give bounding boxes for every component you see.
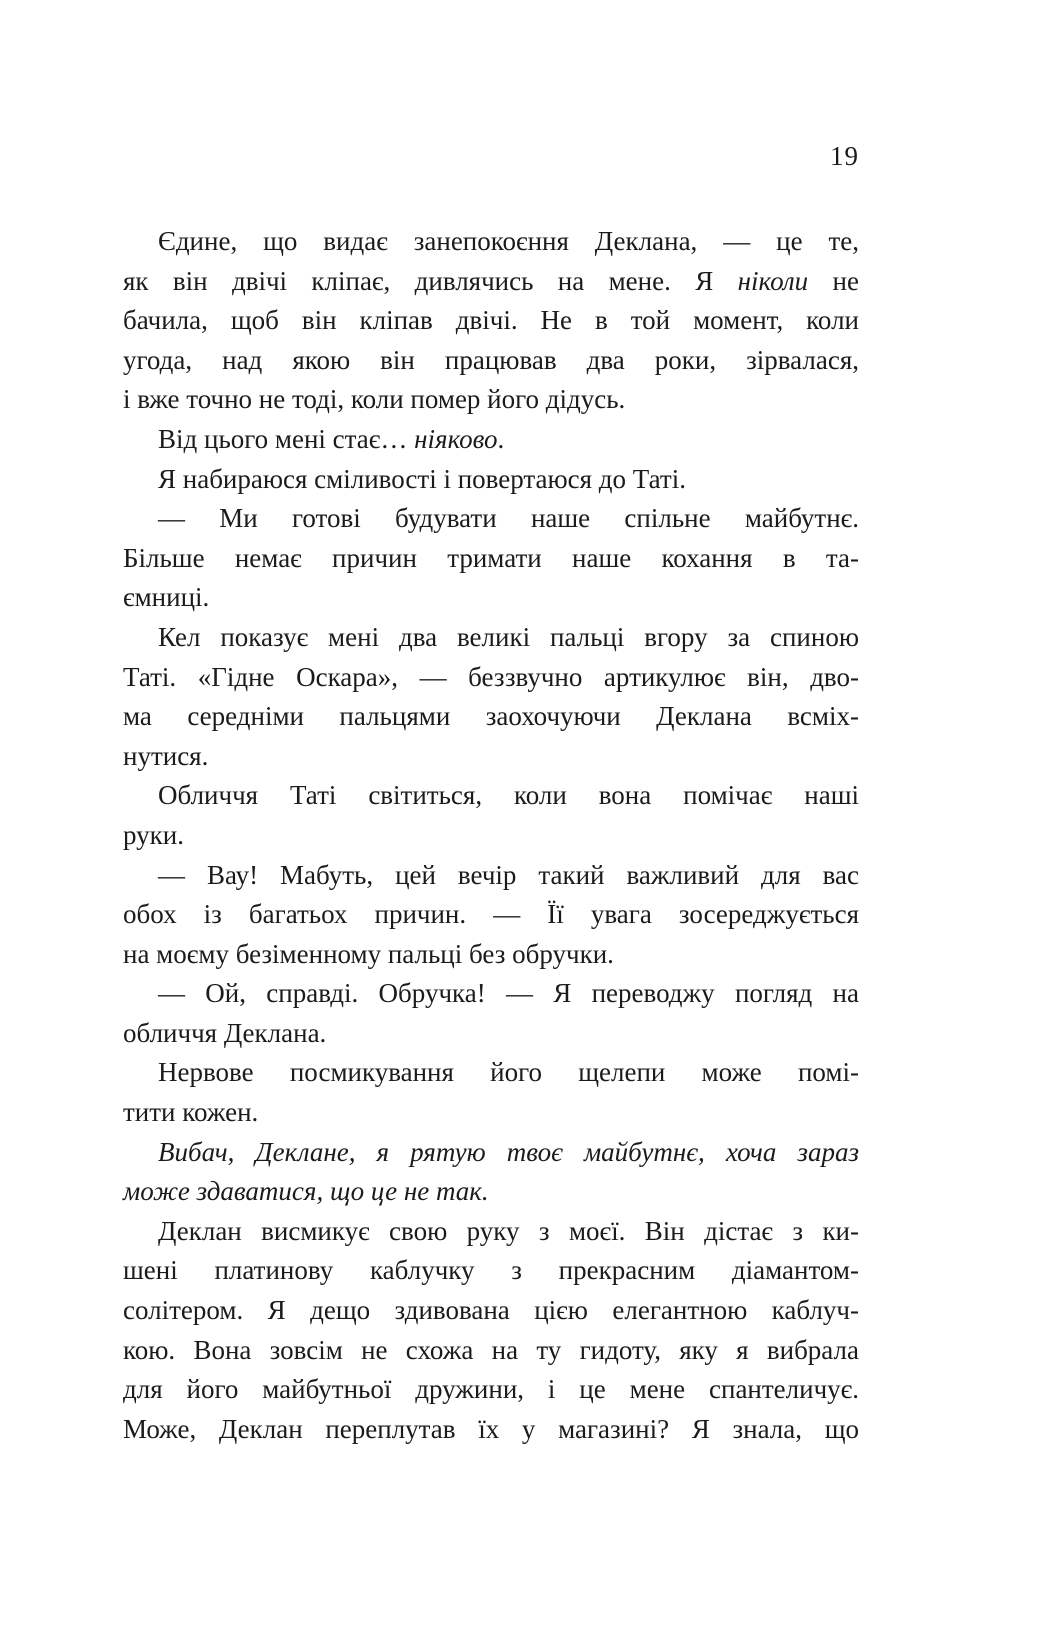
text-segment: для його майбутньої дружини, і це мене спантеличує. xyxy=(123,1374,859,1405)
text-line xyxy=(123,974,859,1014)
italic-text-segment: може здаватися, що це не так. xyxy=(123,1176,489,1207)
text-segment: кою. Вона зовсім не схожа на ту гидоту, яку я вибрала xyxy=(123,1334,859,1365)
text-segment: не xyxy=(808,265,859,296)
text-line xyxy=(123,618,859,658)
text-line xyxy=(123,460,859,500)
italic-text-segment: ніяково xyxy=(414,423,498,454)
text-segment: Від цього мені стає… xyxy=(158,423,415,454)
text-segment: — Вау! Мабуть, цей вечір такий важливий для вас xyxy=(158,859,859,890)
paragraph xyxy=(123,974,859,1053)
page-number: 19 xyxy=(830,141,859,171)
text-line xyxy=(123,1370,859,1410)
italic-text-segment: Вибач, Деклане, я рятую твоє майбутнє, хоча зараз xyxy=(158,1136,859,1167)
text-segment: Деклан висмикує свою руку з моєї. Він дістає з ки- xyxy=(158,1215,859,1246)
text-line xyxy=(123,1093,859,1133)
paragraph xyxy=(123,499,859,618)
paragraph xyxy=(123,1053,859,1132)
italic-text-segment: ніколи xyxy=(737,265,809,296)
text-line xyxy=(123,1172,859,1212)
text-line xyxy=(123,1410,859,1450)
text-line xyxy=(123,539,859,579)
text-line xyxy=(123,776,859,816)
text-line xyxy=(123,737,859,777)
text-line xyxy=(123,1212,859,1252)
text-line xyxy=(123,816,859,856)
text-line xyxy=(123,1251,859,1291)
text-segment: Нервове посмикування його щелепи може помі- xyxy=(158,1057,859,1088)
text-line xyxy=(123,935,859,975)
text-line xyxy=(123,658,859,698)
text-segment: обох із багатьох причин. — Її увага зосереджується xyxy=(123,899,859,930)
text-line xyxy=(123,222,859,262)
paragraph xyxy=(123,776,859,855)
paragraph xyxy=(123,420,859,460)
text-segment: ма середніми пальцями заохочуючи Деклана всміх- xyxy=(123,701,859,732)
text-segment: — Ой, справді. Обручка! — Я переводжу погляд на xyxy=(158,978,859,1009)
text-line xyxy=(123,1133,859,1173)
paragraph xyxy=(123,1212,859,1450)
text-line xyxy=(123,1291,859,1331)
text-segment: солітером. Я дещо здивована цією елегантною каблуч- xyxy=(123,1295,859,1326)
text-segment: ємниці. xyxy=(123,582,210,613)
text-segment: Кел показує мені два великі пальці вгору за спиною xyxy=(158,621,859,652)
text-segment: угода, над якою він працював два роки, зірвалася, xyxy=(123,344,859,375)
text-line xyxy=(123,420,859,460)
text-segment: обличчя Деклана. xyxy=(123,1017,327,1048)
text-segment: Єдине, що видає занепокоєння Деклана, — це те, xyxy=(158,226,859,256)
text-segment: Більше немає причин тримати наше кохання в та- xyxy=(123,542,859,573)
text-segment: Може, Деклан переплутав їх у магазині? Я знала, що xyxy=(123,1413,859,1444)
text-line xyxy=(123,697,859,737)
text-segment: на моєму безіменному пальці без обручки. xyxy=(123,938,614,969)
text-segment: руки. xyxy=(123,819,184,850)
text-line xyxy=(123,1053,859,1093)
paragraph xyxy=(123,1133,859,1212)
paragraph xyxy=(123,222,859,420)
paragraph xyxy=(123,618,859,776)
text-line xyxy=(123,856,859,896)
text-line xyxy=(123,301,859,341)
page-body xyxy=(123,222,859,1449)
text-segment: нутися. xyxy=(123,740,209,771)
text-segment: — Ми готові будувати наше спільне майбутнє. xyxy=(158,503,859,534)
text-line xyxy=(123,499,859,539)
text-line xyxy=(123,1331,859,1371)
text-segment: Таті. «Гідне Оскара», — беззвучно артикулює він, дво- xyxy=(123,661,859,692)
text-line xyxy=(123,380,859,420)
text-segment: бачила, щоб він кліпав двічі. Не в той момент, коли xyxy=(123,305,859,336)
paragraph xyxy=(123,856,859,975)
text-segment: Я набираюся сміливості і повертаюся до Таті. xyxy=(158,463,686,494)
text-segment: і вже точно не тоді, коли помер його дідусь. xyxy=(123,384,626,415)
text-segment: тити кожен. xyxy=(123,1097,259,1128)
text-line xyxy=(123,578,859,618)
text-segment: шені платинову каблучку з прекрасним діамантом- xyxy=(123,1255,859,1286)
paragraph xyxy=(123,460,859,500)
text-line xyxy=(123,895,859,935)
text-line xyxy=(123,262,859,302)
text-line xyxy=(123,341,859,381)
text-segment: як він двічі кліпає, дивлячись на мене. Я xyxy=(123,265,738,296)
text-segment: . xyxy=(497,423,505,454)
text-line xyxy=(123,1014,859,1054)
text-segment: Обличчя Таті світиться, коли вона помічає наші xyxy=(158,780,859,811)
